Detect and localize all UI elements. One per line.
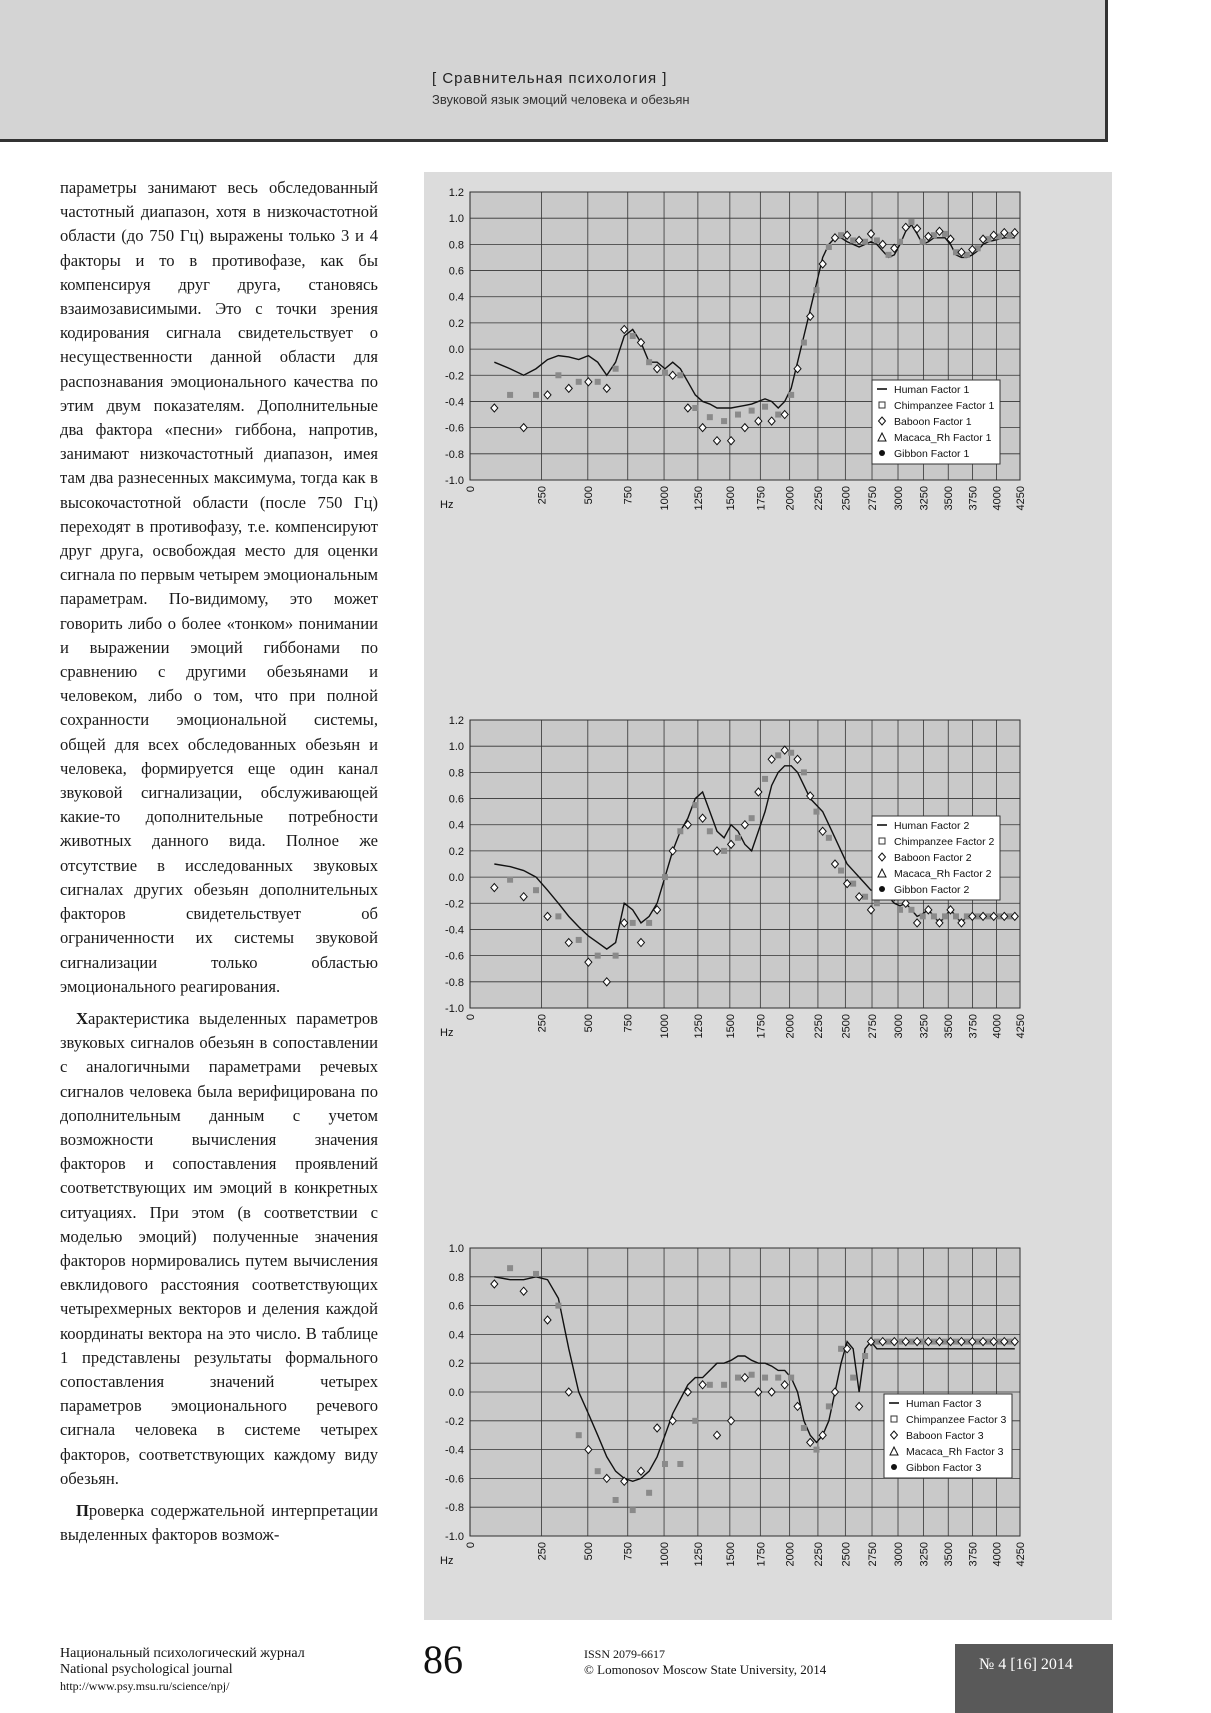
data-point xyxy=(707,828,713,834)
data-point xyxy=(692,405,698,411)
data-point xyxy=(826,244,832,250)
data-point xyxy=(721,418,727,424)
x-tick-label: 3500 xyxy=(943,1014,956,1039)
legend xyxy=(884,1394,1012,1478)
x-tick-label: 3750 xyxy=(967,1542,980,1567)
y-tick-label: -0.6 xyxy=(445,950,464,963)
y-tick-label: -0.8 xyxy=(445,448,464,461)
x-tick-label: 2500 xyxy=(840,1014,853,1039)
data-point xyxy=(507,1265,513,1271)
y-tick-label: -1.0 xyxy=(445,1003,464,1015)
x-tick-label: 0 xyxy=(465,1014,477,1021)
footer-copyright xyxy=(584,1647,826,1677)
x-tick-label: 2250 xyxy=(812,1542,825,1567)
data-point xyxy=(721,1382,727,1388)
data-point xyxy=(630,1507,636,1513)
legend xyxy=(872,816,1000,900)
x-tick-label: 250 xyxy=(536,486,549,505)
chart-factor-3 xyxy=(424,1236,1114,1616)
data-point xyxy=(813,287,819,293)
data-point xyxy=(613,1497,619,1503)
data-point xyxy=(813,1447,819,1453)
y-tick-label: -1.0 xyxy=(445,475,464,487)
y-tick-label: -0.4 xyxy=(445,924,464,937)
x-tick-label: 750 xyxy=(622,486,635,505)
legend-symbol xyxy=(879,838,885,844)
data-point xyxy=(595,379,601,385)
body-text-column xyxy=(60,176,378,1547)
x-tick-label: 3750 xyxy=(967,1014,980,1039)
x-axis-label: Hz xyxy=(440,499,454,511)
legend-symbol xyxy=(891,1416,897,1422)
legend-symbol xyxy=(879,886,885,892)
journal-url[interactable]: http://www.psy.msu.ru/science/npj/ xyxy=(60,1679,230,1693)
x-tick-label: 750 xyxy=(622,1542,635,1561)
x-axis-label: Hz xyxy=(440,1027,454,1039)
legend-label: Macaca_Rh Factor 3 xyxy=(906,1446,1004,1458)
paragraph-3-text: роверка содержательной интерпретации выделенных факторов возмож- xyxy=(60,1500,378,1545)
x-tick-label: 2750 xyxy=(867,486,880,511)
y-tick-label: 1.0 xyxy=(448,213,464,226)
data-point xyxy=(749,1372,755,1378)
data-point xyxy=(874,237,880,243)
y-tick-label: -0.6 xyxy=(445,422,464,435)
y-tick-label: 0.8 xyxy=(448,767,464,780)
x-tick-label: 2000 xyxy=(784,1542,797,1567)
x-tick-label: 4250 xyxy=(1015,1542,1027,1567)
data-point xyxy=(533,392,539,398)
legend-label: Baboon Factor 3 xyxy=(906,1430,984,1442)
data-point xyxy=(707,1382,713,1388)
x-tick-label: 1500 xyxy=(724,486,737,511)
legend-label: Human Factor 3 xyxy=(906,1398,982,1410)
legend xyxy=(872,380,1000,464)
data-point xyxy=(749,408,755,414)
y-tick-label: 0.8 xyxy=(448,239,464,252)
data-point xyxy=(692,802,698,808)
data-point xyxy=(662,1461,668,1467)
x-tick-label: 3750 xyxy=(967,486,980,511)
data-point xyxy=(692,1418,698,1424)
drop-initial: П xyxy=(76,1500,89,1520)
x-tick-label: 0 xyxy=(465,486,477,493)
data-point xyxy=(897,239,903,245)
x-tick-label: 1750 xyxy=(755,1014,768,1039)
data-point xyxy=(707,414,713,420)
data-point xyxy=(507,392,513,398)
x-tick-label: 3000 xyxy=(893,1542,906,1567)
x-tick-label: 500 xyxy=(582,1542,595,1561)
legend-symbol xyxy=(891,1464,897,1470)
copyright: © Lomonosov Moscow State University, 2014 xyxy=(584,1662,827,1677)
legend-label: Macaca_Rh Factor 2 xyxy=(894,868,992,880)
data-point xyxy=(646,920,652,926)
x-axis-label: Hz xyxy=(440,1555,454,1567)
issn: ISSN 2079-6617 xyxy=(584,1647,666,1661)
data-point xyxy=(788,1375,794,1381)
x-tick-label: 2750 xyxy=(867,1014,880,1039)
x-tick-label: 500 xyxy=(582,486,595,505)
x-tick-label: 3500 xyxy=(943,1542,956,1567)
y-tick-label: 0.0 xyxy=(448,1387,464,1399)
y-tick-label: 0.4 xyxy=(448,819,464,832)
data-point xyxy=(775,412,781,418)
section-title: [ Сравнительная психология ] xyxy=(432,70,668,87)
data-point xyxy=(749,815,755,821)
y-tick-label: -0.4 xyxy=(445,396,464,409)
y-tick-label: 0.6 xyxy=(448,793,464,806)
data-point xyxy=(953,913,959,919)
issue-label: № 4 [16] 2014 xyxy=(979,1656,1073,1673)
y-tick-label: 0.0 xyxy=(448,872,464,885)
y-tick-label: -0.8 xyxy=(445,1502,464,1515)
data-point xyxy=(595,1468,601,1474)
y-tick-label: -0.4 xyxy=(445,1444,464,1457)
data-point xyxy=(942,913,948,919)
x-tick-label: 4000 xyxy=(991,1542,1004,1567)
data-point xyxy=(533,887,539,893)
data-point xyxy=(677,1461,683,1467)
data-point xyxy=(762,1375,768,1381)
y-tick-label: 0.2 xyxy=(448,845,464,858)
data-point xyxy=(507,877,513,883)
legend-label: Chimpanzee Factor 2 xyxy=(894,836,995,848)
x-tick-label: 4000 xyxy=(991,1014,1004,1039)
data-point xyxy=(662,874,668,880)
y-tick-label: 0.2 xyxy=(448,1358,464,1371)
y-tick-label: 1.0 xyxy=(448,1243,464,1255)
y-tick-label: 0.4 xyxy=(448,291,464,304)
data-point xyxy=(850,1375,856,1381)
y-tick-label: -1.0 xyxy=(445,1531,464,1543)
y-tick-label: 0.2 xyxy=(448,317,464,330)
x-tick-label: 1000 xyxy=(659,1542,672,1567)
x-tick-label: 1250 xyxy=(692,1014,705,1039)
drop-initial: Х xyxy=(76,1008,88,1028)
x-tick-label: 3000 xyxy=(893,1014,906,1039)
data-point xyxy=(555,372,561,378)
legend-label: Human Factor 2 xyxy=(894,820,970,832)
x-tick-label: 500 xyxy=(582,1014,595,1033)
data-point xyxy=(721,848,727,854)
x-tick-label: 250 xyxy=(536,1542,549,1561)
data-point xyxy=(735,412,741,418)
data-point xyxy=(920,239,926,245)
legend-label: Baboon Factor 2 xyxy=(894,852,972,864)
paragraph-2 xyxy=(60,1007,378,1491)
x-tick-label: 0 xyxy=(465,1542,477,1549)
data-point xyxy=(630,333,636,339)
y-tick-label: -0.8 xyxy=(445,976,464,989)
chart-factor-2 xyxy=(424,708,1114,1088)
x-tick-label: 1000 xyxy=(659,1014,672,1039)
y-tick-label: 0.6 xyxy=(448,265,464,278)
x-tick-label: 2500 xyxy=(840,1542,853,1567)
x-tick-label: 1000 xyxy=(659,486,672,511)
y-tick-label: 0.8 xyxy=(448,1271,464,1284)
legend-symbol xyxy=(879,402,885,408)
x-tick-label: 2500 xyxy=(840,486,853,511)
x-tick-label: 2000 xyxy=(784,1014,797,1039)
data-point xyxy=(662,370,668,376)
journal-name-en: National psychological journal xyxy=(60,1662,233,1677)
data-point xyxy=(897,907,903,913)
legend-label: Baboon Factor 1 xyxy=(894,416,972,428)
data-point xyxy=(576,937,582,943)
x-tick-label: 1750 xyxy=(755,1542,768,1567)
data-point xyxy=(813,809,819,815)
data-point xyxy=(862,239,868,245)
x-tick-label: 1250 xyxy=(692,486,705,511)
legend-label: Gibbon Factor 2 xyxy=(894,884,970,896)
legend-label: Human Factor 1 xyxy=(894,384,970,396)
data-point xyxy=(762,776,768,782)
y-tick-label: -0.2 xyxy=(445,1415,464,1428)
data-point xyxy=(801,1425,807,1431)
data-point xyxy=(788,750,794,756)
data-point xyxy=(735,1375,741,1381)
data-point xyxy=(801,769,807,775)
x-tick-label: 4250 xyxy=(1015,1014,1027,1039)
footer-journal xyxy=(60,1646,305,1694)
x-tick-label: 3250 xyxy=(918,1014,931,1039)
x-tick-label: 2000 xyxy=(784,486,797,511)
x-tick-label: 3000 xyxy=(893,486,906,511)
paragraph-2-text: арактеристика выделенных параметров звуковых сигналов обезьян в сопоставлении с аналогичными параметрами речевых сигналов человека была верифицирована по дополнительным данным с учетом возможности вычисления значения факторов и сопоставления проявлений соответствующих им эмоций в конкретных ситуациях. При этом (в соответствии с моделью эмоций) полученные значения факторов нормировались путем вычисления евклидового расстояния соответствующих четырехмерных векторов и деления каждой координаты вектора на это число. В таблице 1 представлены результаты формального сопоставления значений четырех параметров эмоционального речевого сигнала человека в системе четырех факторов, соответствующих каждому виду обезьян. xyxy=(60,1008,378,1488)
data-point xyxy=(775,752,781,758)
data-point xyxy=(533,1271,539,1277)
paragraph-3 xyxy=(60,1499,378,1547)
legend-label: Chimpanzee Factor 1 xyxy=(894,400,995,412)
data-point xyxy=(555,913,561,919)
x-tick-label: 2250 xyxy=(812,486,825,511)
section-subtitle: Звуковой язык эмоций человека и обезьян xyxy=(432,92,690,107)
y-tick-label: -0.2 xyxy=(445,898,464,911)
paragraph-1: параметры занимают весь обследованный частотный диапазон, хотя в низкочастотной области (до 750 Гц) выражены только 3 и 4 факторы и то в противофазе, как бы компенсируя друг друга, становясь взаимозависимыми. Это с точки зрения кодирования сигнала свидетельствует о несущественности данной области для распознавания эмоционального качества по этим двум показателям. Дополнительные два фактора «песни» гиббона, напротив, занимают низкочастотный диапазон, имея там два разнесенных максимума, тогда как в высокочастотной области (после 750 Гц) переходят в противофазу, т.е. компенсируют друг друга, освобождая место для оценки сигнала по первым четырем эмоциональным параметрам. По-видимому, это может говорить либо о более «тонком» понимании и выражении эмоций гиббонами по сравнению с другими обезьянами и человеком, либо о том, что при полной сохранности эмоциональной системы, общей для всех обследованных обезьян и человека, формируется еще один канал звуковой сигнализации, обслуживающей какие-то дополнительные потребности животных данного вида. Полное же отсутствие в исследованных звуковых сигналах других обезьян дополнительных факторов свидетельствует об ограниченности их системы звуковой сигнализации только областью эмоционального реагирования. xyxy=(60,178,378,996)
journal-name-ru: Национальный психологический журнал xyxy=(60,1646,305,1661)
x-tick-label: 3500 xyxy=(943,486,956,511)
x-tick-label: 3250 xyxy=(918,1542,931,1567)
data-point xyxy=(735,835,741,841)
y-tick-label: 0.0 xyxy=(448,344,464,357)
data-point xyxy=(874,900,880,906)
data-point xyxy=(646,359,652,365)
x-tick-label: 250 xyxy=(536,1014,549,1033)
data-point xyxy=(555,1303,561,1309)
issue-badge xyxy=(955,1644,1113,1713)
data-point xyxy=(908,907,914,913)
legend-symbol xyxy=(879,450,885,456)
x-tick-label: 2250 xyxy=(812,1014,825,1039)
data-point xyxy=(920,913,926,919)
x-tick-label: 1500 xyxy=(724,1542,737,1567)
data-point xyxy=(775,1375,781,1381)
data-point xyxy=(838,868,844,874)
data-point xyxy=(886,252,892,258)
x-tick-label: 4250 xyxy=(1015,486,1027,511)
data-point xyxy=(630,920,636,926)
y-tick-label: 0.4 xyxy=(448,1329,464,1342)
data-point xyxy=(576,1432,582,1438)
x-tick-label: 3250 xyxy=(918,486,931,511)
y-tick-label: 1.0 xyxy=(448,741,464,754)
data-point xyxy=(862,1353,868,1359)
legend-label: Chimpanzee Factor 3 xyxy=(906,1414,1007,1426)
x-tick-label: 1500 xyxy=(724,1014,737,1039)
data-point xyxy=(826,1403,832,1409)
legend-label: Gibbon Factor 3 xyxy=(906,1462,982,1474)
legend-label: Gibbon Factor 1 xyxy=(894,448,970,460)
data-point xyxy=(677,828,683,834)
y-tick-label: 0.6 xyxy=(448,1300,464,1313)
chart-factor-1 xyxy=(424,180,1114,560)
data-point xyxy=(801,340,807,346)
data-point xyxy=(576,379,582,385)
data-point xyxy=(826,835,832,841)
page-number: 86 xyxy=(423,1637,463,1682)
data-point xyxy=(613,366,619,372)
data-point xyxy=(908,219,914,225)
data-point xyxy=(788,392,794,398)
y-tick-label: -0.6 xyxy=(445,1473,464,1486)
data-point xyxy=(677,372,683,378)
data-point xyxy=(613,953,619,959)
y-tick-label: 1.2 xyxy=(448,187,464,199)
y-tick-label: -0.2 xyxy=(445,370,464,383)
x-tick-label: 4000 xyxy=(991,486,1004,511)
data-point xyxy=(646,1490,652,1496)
data-point xyxy=(762,404,768,410)
data-point xyxy=(931,913,937,919)
y-tick-label: 1.2 xyxy=(448,715,464,727)
data-point xyxy=(595,953,601,959)
data-point xyxy=(931,232,937,238)
x-tick-label: 750 xyxy=(622,1014,635,1033)
x-tick-label: 2750 xyxy=(867,1542,880,1567)
legend-label: Macaca_Rh Factor 1 xyxy=(894,432,992,444)
x-tick-label: 1750 xyxy=(755,486,768,511)
x-tick-label: 1250 xyxy=(692,1542,705,1567)
